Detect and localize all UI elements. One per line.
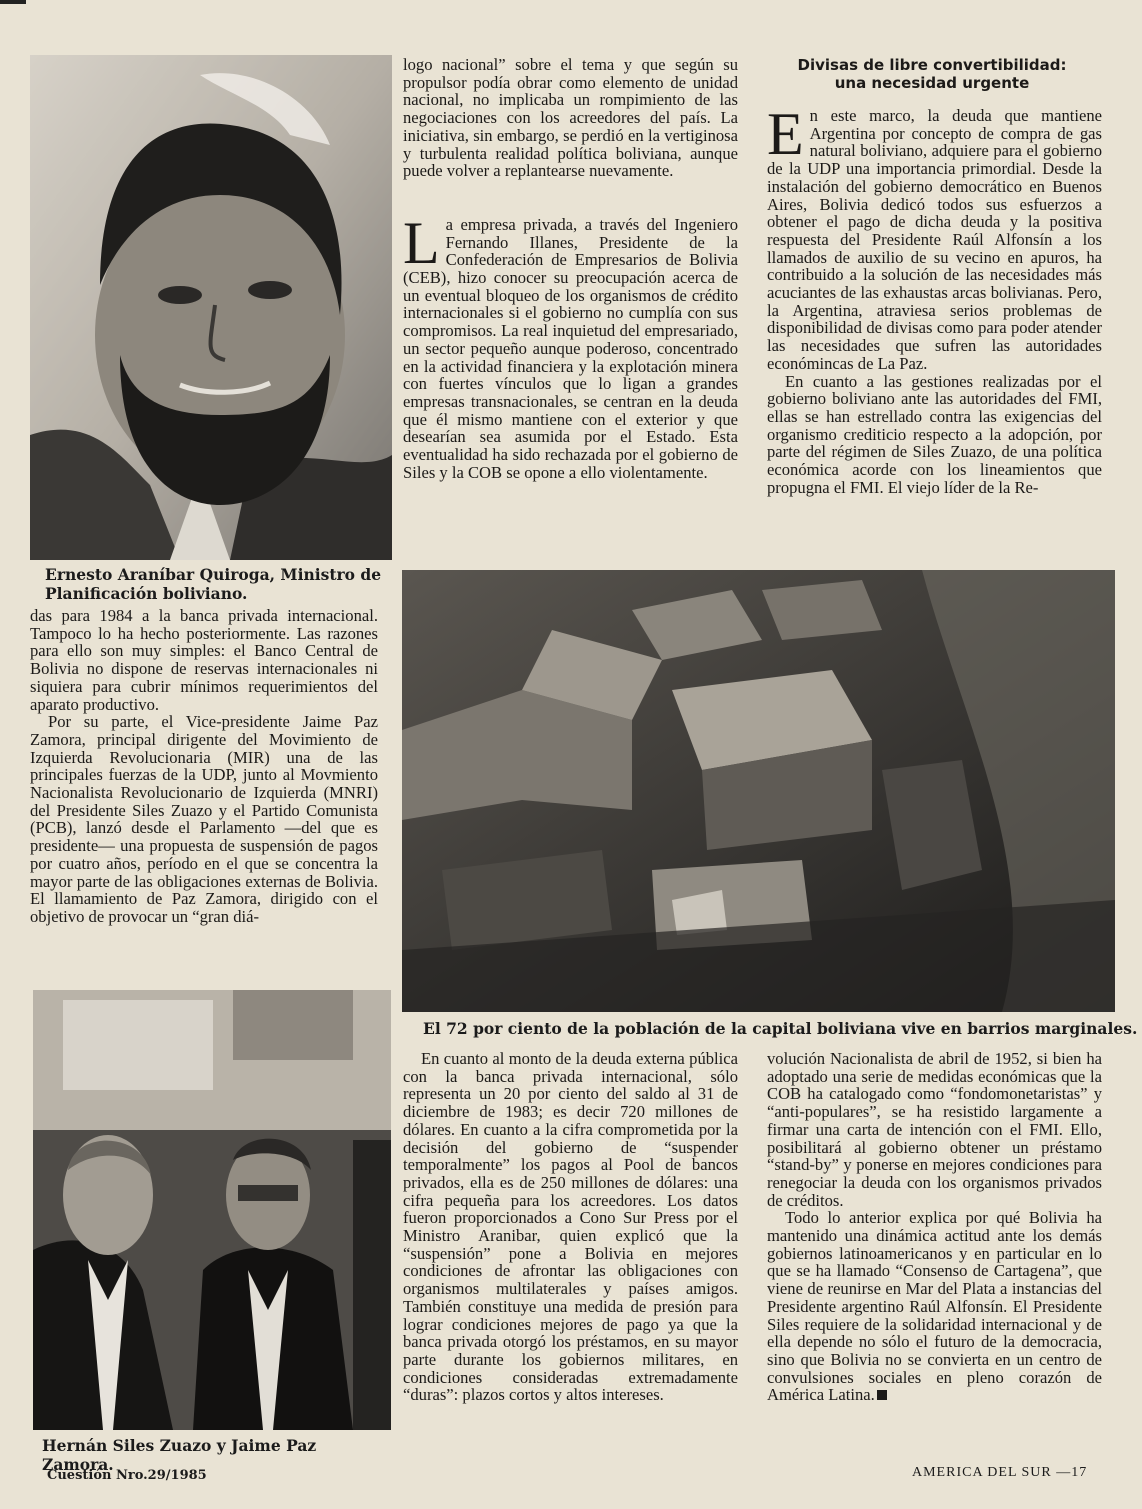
dropcap-L: L [403, 209, 440, 276]
subhead-line1: Divisas de libre convertibilidad: [797, 56, 1067, 74]
column2-paragraph1: logo nacional” sobre el tema y que según su propulsor podía obrar como elemento de unidad nacional, no implicaba un rompimiento de las negociaciones con los acreedores del país. La iniciativa, sin embargo, se perdió en la vertiginosa y turbulenta realidad política boliviana, aunque puede volver a replantearse nuevamente. [403, 55, 738, 181]
column3b-paragraph2 [767, 1209, 1102, 1404]
portrait-photo-araníbar [30, 55, 392, 560]
column2-paragraph2 [403, 209, 738, 482]
column2-paragraph2-text: a empresa privada, a través del Ingeniero Fernando Illanes, Presidente de la Confederación de Empresarios de Bolivia (CEB), hizo conocer su preocupación acerca de un eventual bloqueo de los organismos de crédito internacionales si el gobierno no cumplía con sus compromisos. La real inquietud del empresariado, un sector pequeño aunque poderoso, concentrado en la actividad financiera y la explotación minera con fuertes vínculos que lo ligan a grandes empresas transnacionales, se centran en la deuda que él mismo mantiene con el exterior y que desearían sea asumida por el Estado. Esta eventualidad ha sido rechazada por el gobierno de Siles y la COB se opone a ello violentamente. [403, 214, 738, 482]
column1-paragraph1: das para 1984 a la banca privada internacional. Tampoco lo ha hecho posteriormente. Las razones para ello son muy simples: el Banco Central de Bolivia no dispone de reservas internacionales ni siquiera para cubrir mínimos requerimientos del aparato productivo. [30, 606, 378, 714]
caption-photo2: El 72 por ciento de la población de la capital boliviana vive en barrios marginales. [423, 1019, 1138, 1038]
column3-paragraph1-text: n este marco, la deuda que mantiene Argentina por concepto de compra de gas natural boliviano, adquiere para el gobierno de la UDP una importancia primordial. Desde la instalación del gobierno democrático en Buenos Aires, Bolivia dedicó todos sus esfuerzos a obtener el pago de dicha deuda y la positiva respuesta del Presidente Raúl Alfonsín a los llamados de auxilio de su vecino en apuros, ha contribuido a la solución de las necesidades más acuciantes de las exhaustas arcas bolivianas. Pero, la Argentina, atraviesa serios problemas de disponibilidad de divisas como para poder atender las necesidades que sufren las autoridades económincas de La Paz. [767, 106, 1102, 373]
column3b-text [767, 1050, 1102, 1404]
column2b-text [403, 1050, 738, 1404]
column3-paragraph2: En cuanto a las gestiones realizadas por el gobierno boliviano ante las autoridades del FMI, ellas se han estrellado contra las exigencias del organismo crediticio respecto a la adopción, por parte del régimen de Siles Zuazo, de una política económica acorde con los lineamientos que propugna el FMI. El viejo líder de la Re- [767, 371, 1102, 497]
column1-text [30, 607, 378, 926]
column1-paragraph2: Por su parte, el Vice-presidente Jaime Paz Zamora, principal dirigente del Movimiento de Izquierda Revolucionaria (MIR) una de las principales fuerzas de la UDP, junto al Movmiento Nacionalista Revolucionario de Izquierda (MNRI) del Presidente Siles Zuazo y el Partido Comunista (PCB), lanzó desde el Parlamento —del que es presidente— una propuesta de suspensión de pagos por cuatro años, período en el que se concentra la mayor parte de las obligaciones externas de Bolivia. El llamamiento de Paz Zamora, dirigido con el objetivo de provocar un “gran diá- [30, 712, 378, 926]
column3-text [767, 101, 1102, 497]
column2b-paragraph1: En cuanto al monto de la deuda externa pública con la banca privada internacional, sólo representa un 20 por ciento del saldo al 31 de diciembre de 1983; es decir 720 millones de dólares. En cuanto a la cifra comprometida por la decisión del gobierno de “suspender temporalmente” los pagos al Pool de bancos privados, ella es de 250 millones de dólares: una cifra pequeña para los acreedores. Los datos fueron proporcionados a Cono Sur Press por el Ministro Aranibar, quien explicó que la “suspensión” pone a Bolivia en mejores condiciones de afrontar las obligaciones con organismos multilaterales y países amigos. También constituye una medida de presión para lograr condiciones mejores de pago ya que la banca privada otorgó los préstamos, en su mayor parte durante los gobiernos militares, en condiciones consideradas extremadamente “duras”: plazos cortos y altos intereses. [403, 1049, 738, 1405]
footer-issue: Cuestión Nro.29/1985 [47, 1468, 207, 1483]
photo-siles-paz-zamora [33, 990, 391, 1430]
caption-photo3: Hernán Siles Zuazo y Jaime Paz Zamora. [42, 1436, 317, 1474]
caption-photo1: Ernesto Araníbar Quiroga, Ministro de Planificación boliviano. [45, 565, 382, 603]
dropcap-E: E [767, 101, 804, 167]
column3b-paragraph2-text: Todo lo anterior explica por qué Bolivia ha mantenido una dinámica actitud ante los demás gobiernos latinoamericanos y en particular en lo que se ha llamado “Consenso de Cartagena”, que viene de reunirse en Mar del Plata a instancias del Presidente argentino Raúl Alfonsín. El Presidente Siles requiere de la solidaridad internacional y de ella depende no sólo el futuro de la democracia, sino que Bolivia no se convierta en un centro de convulsiones sociales en pleno corazón de América Latina. [767, 1208, 1102, 1405]
column3-paragraph1 [767, 101, 1102, 373]
photo-barrios-marginales [402, 570, 1115, 1012]
section-subhead [762, 56, 1102, 92]
footer-page-number: AMERICA DEL SUR —17 [912, 1465, 1088, 1480]
column2-text [403, 56, 738, 481]
subhead-line2: una necesidad urgente [834, 74, 1030, 92]
end-of-article-mark [877, 1390, 887, 1400]
corner-rule [0, 0, 26, 4]
column3b-paragraph1: volución Nacionalista de abril de 1952, si bien ha adoptado una serie de medidas económicas que la COB ha catalogado como “fondomonetaristas” y “anti-populares”, se ha resistido largamente a firmar una carta de intención con el FMI. Ello, posibilitará al gobierno obtener un préstamo “stand-by” y ponerse en mejores condiciones para renegociar la deuda con los organismos privados de créditos. [767, 1049, 1102, 1210]
